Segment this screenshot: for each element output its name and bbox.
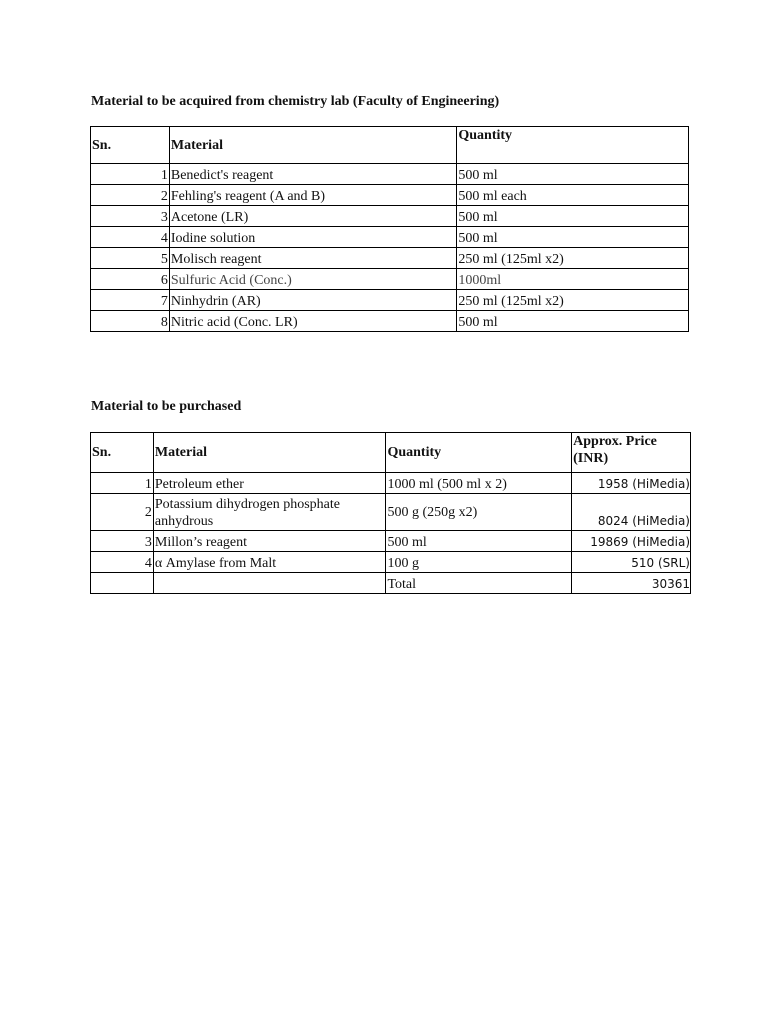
total-value: 30361	[572, 573, 691, 594]
table-row	[91, 164, 689, 185]
table-row	[91, 473, 691, 494]
row-sn: 4	[91, 552, 154, 573]
row-sn: 8	[91, 311, 170, 332]
header-quantity: Quantity	[386, 433, 572, 473]
table-row	[91, 227, 689, 248]
row-material: Sulfuric Acid (Conc.)	[169, 269, 457, 290]
total-row	[91, 573, 691, 594]
header-sn: Sn.	[91, 433, 154, 473]
row-price: 510 (SRL)	[572, 552, 691, 573]
table-row	[91, 311, 689, 332]
row-sn: 6	[91, 269, 170, 290]
table-header-row	[91, 127, 689, 164]
header-price: Approx. Price (INR)	[572, 433, 691, 473]
row-sn	[91, 573, 154, 594]
table-row	[91, 552, 691, 573]
table-row	[91, 269, 689, 290]
row-quantity: 250 ml (125ml x2)	[457, 290, 689, 311]
row-sn: 5	[91, 248, 170, 269]
row-sn: 1	[91, 473, 154, 494]
header-quantity: Quantity	[457, 127, 689, 164]
row-material: Petroleum ether	[153, 473, 386, 494]
header-sn: Sn.	[91, 127, 170, 164]
row-material: Fehling's reagent (A and B)	[169, 185, 457, 206]
row-quantity: 1000 ml (500 ml x 2)	[386, 473, 572, 494]
table-row	[91, 248, 689, 269]
row-material: Molisch reagent	[169, 248, 457, 269]
row-sn: 4	[91, 227, 170, 248]
row-quantity: 100 g	[386, 552, 572, 573]
row-sn: 3	[91, 206, 170, 227]
row-price: 1958 (HiMedia)	[572, 473, 691, 494]
purchase-materials-table	[90, 432, 691, 594]
row-quantity: 250 ml (125ml x2)	[457, 248, 689, 269]
row-material: Iodine solution	[169, 227, 457, 248]
row-sn: 7	[91, 290, 170, 311]
table-header-row	[91, 433, 691, 473]
row-material	[153, 573, 386, 594]
row-sn: 2	[91, 185, 170, 206]
row-quantity: 500 ml	[386, 531, 572, 552]
row-sn: 2	[91, 494, 154, 531]
header-material: Material	[153, 433, 386, 473]
row-material: Potassium dihydrogen phosphate anhydrous	[153, 494, 386, 531]
chemistry-lab-materials-table	[90, 126, 689, 332]
row-quantity: 500 ml	[457, 227, 689, 248]
row-material: Nitric acid (Conc. LR)	[169, 311, 457, 332]
header-material: Material	[169, 127, 457, 164]
row-price: 19869 (HiMedia)	[572, 531, 691, 552]
row-sn: 1	[91, 164, 170, 185]
row-quantity: 500 g (250g x2)	[386, 494, 572, 531]
row-quantity: 1000ml	[457, 269, 689, 290]
row-quantity: 500 ml	[457, 311, 689, 332]
section-title-purchase: Material to be purchased	[91, 399, 242, 414]
table-row	[91, 206, 689, 227]
row-price: 8024 (HiMedia)	[572, 494, 691, 531]
section-title-chemistry-lab: Material to be acquired from chemistry lab (Faculty of Engineering)	[91, 94, 500, 109]
row-quantity: 500 ml each	[457, 185, 689, 206]
table-row	[91, 494, 691, 531]
row-material: Ninhydrin (AR)	[169, 290, 457, 311]
row-quantity: 500 ml	[457, 164, 689, 185]
row-material: Benedict's reagent	[169, 164, 457, 185]
total-label: Total	[386, 573, 572, 594]
table-row	[91, 290, 689, 311]
table-row	[91, 531, 691, 552]
row-material: Millon’s reagent	[153, 531, 386, 552]
row-material: Acetone (LR)	[169, 206, 457, 227]
row-quantity: 500 ml	[457, 206, 689, 227]
row-sn: 3	[91, 531, 154, 552]
table-row	[91, 185, 689, 206]
row-material: α Amylase from Malt	[153, 552, 386, 573]
